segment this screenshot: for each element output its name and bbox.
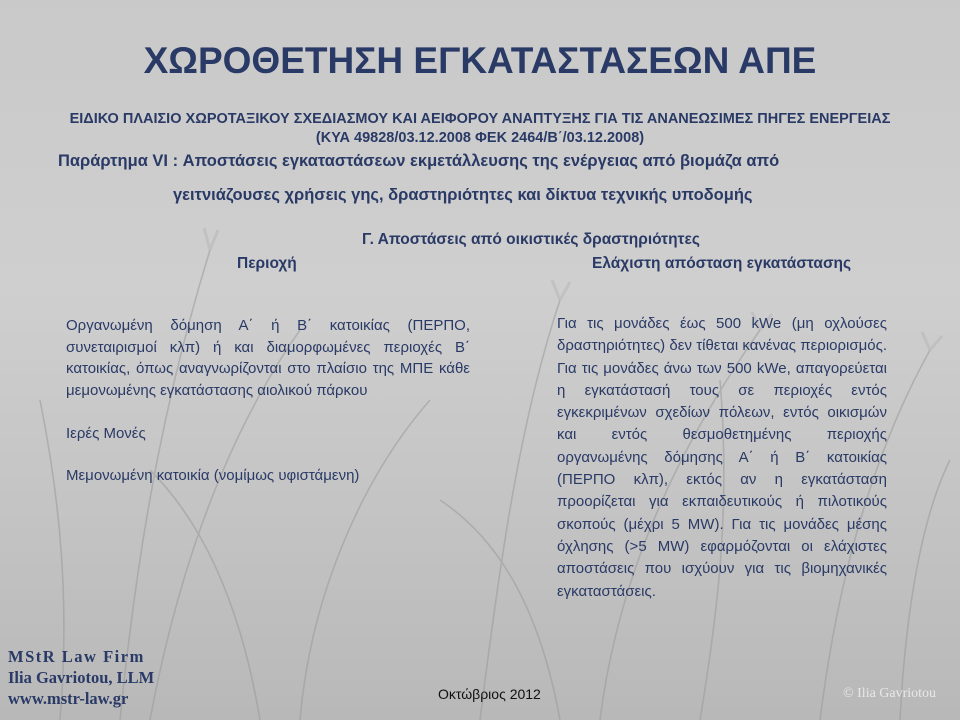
area-item-organized-housing: Οργανωμένη δόμηση Α΄ ή Β΄ κατοικίας (ΠΕΡΠΟ, συνεταιρισμοί κλπ) ή και διαμορφωμένες περιοχές Β΄ κατοικίας, όπως αναγνωρίζονται στο πλαίσιο της ΜΠΕ κάθε μεμονωμένης εγκατάστασης αιολικού πάρκου	[66, 317, 470, 399]
area-item-single-house: Μεμονωμένη κατοικία (νομίμως υφιστάμενη)	[66, 466, 360, 484]
annex-heading-line1: Παράρτημα VI : Αποστάσεις εγκαταστάσεων εκμετάλλευσης της ενέργειας από βιομάζα από	[58, 152, 780, 170]
framework-subtitle: ΕΙΔΙΚΟ ΠΛΑΙΣΙΟ ΧΩΡΟΤΑΞΙΚΟΥ ΣΧΕΔΙΑΣΜΟΥ ΚΑΙ ΑΕΙΦΟΡΟΥ ΑΝΑΠΤΥΞΗΣ ΓΙΑ ΤΙΣ ΑΝΑΝΕΩΣΙΜΕΣ ΠΗΓΕΣ ΕΝΕΡΓΕΙΑΣ (ΚΥΑ 49828/03.12.2008 ΦΕΚ 2464/Β΄/03.12.2008)	[69, 111, 891, 146]
column-header-min-distance: Ελάχιστη απόσταση εγκατάστασης	[592, 255, 852, 272]
area-item-monasteries: Ιερές Μονές	[66, 425, 146, 442]
min-distance-text	[557, 313, 887, 603]
min-distance-paragraph: Για τις μονάδες έως 500 kWe (μη οχλούσες δραστηριότητες) δεν τίθεται κανένας περιορισμός. Για τις μονάδες άνω των 500 kWe, απαγορεύεται η εγκατάστασή τους σε περιοχές εντός εγκεκριμένων σχεδίων πόλεων, εντός οικισμών και εντός θεσμοθετημένης περιοχής οργανωμένης δόμησης Α΄ ή Β΄ κατοικίας (ΠΕΡΠΟ κλπ), εκτός αν η εγκατάσταση προορίζεται για εκπαιδευτικούς ή πιλοτικούς σκοπούς (μέχρι 5 MW). Για τις μονάδες μέσης όχλησης (>5 MW) εφαρμόζονται οι ελάχιστες αποστάσεις που ισχύουν για τις βιομηχανικές εγκαταστάσεις.	[557, 315, 887, 600]
slide-title: ΧΩΡΟΘΕΤΗΣΗ ΕΓΚΑΤΑΣΤΑΣΕΩΝ ΑΠΕ	[143, 40, 817, 81]
law-firm-brand	[8, 646, 154, 709]
footer-date: Οκτώβριος 2012	[438, 686, 541, 702]
footer-copyright: © Ilia Gavriotou	[843, 686, 937, 701]
brand-website: www.mstr-law.gr	[8, 689, 129, 708]
column-header-area: Περιοχή	[237, 255, 297, 272]
brand-firm-name: MStR Law Firm	[8, 647, 145, 666]
section-title: Γ. Αποστάσεις από οικιστικές δραστηριότητες	[362, 231, 700, 248]
brand-author: Ilia Gavriotou, LLM	[8, 668, 155, 687]
area-list	[66, 315, 470, 486]
annex-heading-line2: γειτνιάζουσες χρήσεις γης, δραστηριότητες και δίκτυα τεχνικής υποδομής	[173, 186, 753, 204]
